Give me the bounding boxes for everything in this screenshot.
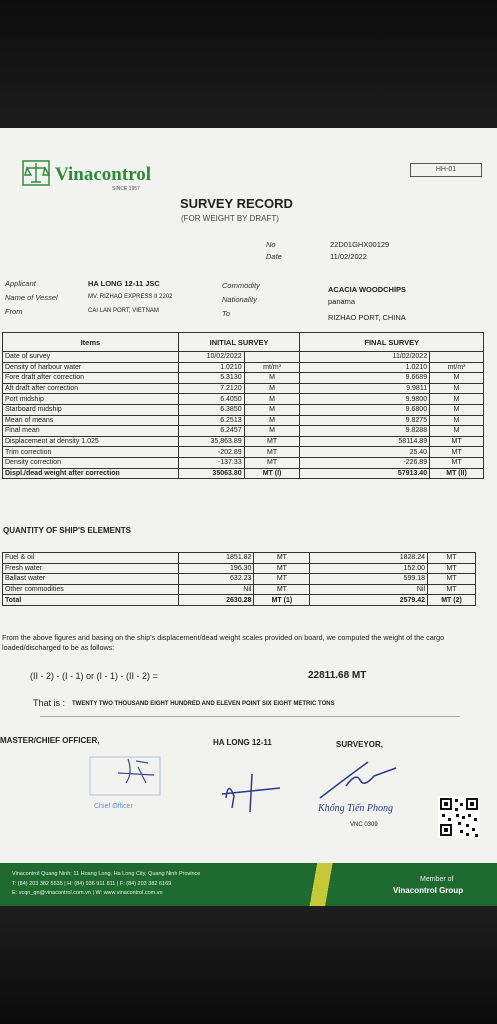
summary-paragraph: From the above figures and basing on the ship's displacement/dead weight scales provided on board, we computed the weight of the cargo loaded/discharged to be as follows:: [2, 633, 445, 652]
row-final-unit: MT (II): [430, 468, 484, 479]
row-initial-value: 6.4050: [178, 394, 244, 405]
row-final-unit: M: [430, 394, 484, 405]
survey-table-header: [3, 333, 484, 352]
footer-phones: T: (84) 203 382 5535 | H: (84) 936 911 811 | F: (84) 203 382 6169: [12, 881, 172, 887]
document-subtitle: (FOR WEIGHT BY DRAFT): [181, 214, 279, 223]
row-item-label: Other commodities: [3, 584, 179, 595]
row-item-label: Density of harbour water: [3, 362, 179, 373]
row-item-label: Fresh water: [3, 563, 179, 574]
survey-table: [2, 332, 484, 479]
to-label: To: [222, 309, 231, 318]
table-row: [3, 584, 476, 595]
row-final-unit: M: [430, 415, 484, 426]
table-row: [3, 373, 484, 384]
member-of-label: Member of: [420, 876, 454, 883]
row-final-unit: MT: [428, 584, 476, 595]
date-value: 11/02/2022: [330, 252, 367, 261]
table-row: [3, 394, 484, 405]
row-item-label: Fore draft after correction: [3, 373, 179, 384]
row-initial-unit: MT: [244, 436, 300, 447]
row-final-value: 9.6689: [300, 373, 430, 384]
row-initial-value: 5.3130: [178, 373, 244, 384]
row-item-label: Fuel & oil: [3, 553, 179, 564]
table-row: [3, 553, 476, 564]
row-initial-unit: M: [244, 426, 300, 437]
row-final-unit: MT: [430, 436, 484, 447]
row-final-value: 25.40: [300, 447, 430, 458]
officer-label: MASTER/CHIEF OFFICER,: [0, 736, 100, 745]
that-is-value: TWENTY TWO THOUSAND EIGHT HUNDRED AND ELEVEN POINT SIX EIGHT METRIC TONS: [72, 701, 335, 707]
row-item-label: Aft draft after correction: [3, 383, 179, 394]
col-header-items: Items: [3, 333, 179, 352]
row-final-unit: MT: [428, 563, 476, 574]
row-initial-unit: MT: [254, 584, 310, 595]
commodity-label: Commodity: [222, 281, 260, 290]
logo-text: Vinacontrol: [55, 164, 152, 185]
row-final-value: 9.9811: [300, 383, 430, 394]
company-label: HA LONG 12-11: [213, 738, 272, 747]
row-item-label: Date of survey: [3, 352, 179, 363]
row-initial-value: 6.2457: [178, 426, 244, 437]
applicant-label: Applicant: [5, 279, 36, 288]
row-final-value: Nil: [310, 584, 428, 595]
row-initial-value: 1.0210: [178, 362, 244, 373]
row-final-value: -226.89: [300, 457, 430, 468]
officer-stamp-signature: [88, 753, 178, 813]
logo-subtext: SINCE 1957: [112, 186, 140, 192]
row-initial-unit: MT: [244, 447, 300, 458]
row-final-unit: M: [430, 404, 484, 415]
vessel-value: MV. RIZHAO EXPRESS II 2202: [88, 294, 173, 300]
row-final-value: 152.00: [310, 563, 428, 574]
surveyor-name: Khổng Tiến Phong: [318, 803, 394, 814]
table-row: [3, 362, 484, 373]
row-initial-value: 6.2513: [178, 415, 244, 426]
col-header-initial: INITIAL SURVEY: [178, 333, 300, 352]
row-initial-unit: mt/m³: [244, 362, 300, 373]
ref-code-box: HH-01: [410, 163, 482, 177]
row-initial-unit: MT: [254, 563, 310, 574]
table-row: [3, 383, 484, 394]
row-initial-value: 6.3850: [178, 404, 244, 415]
table-row: [3, 436, 484, 447]
row-final-unit: M: [430, 426, 484, 437]
to-value: RIZHAO PORT, CHINA: [328, 313, 406, 322]
row-item-label: Final mean: [3, 426, 179, 437]
row-item-label: Displ./dead weight after correction: [3, 468, 179, 479]
col-header-final: FINAL SURVEY: [300, 333, 484, 352]
row-initial-value: -202.89: [178, 447, 244, 458]
row-initial-value: 10/02/2022: [178, 352, 244, 363]
table-row: [3, 352, 484, 363]
row-initial-value: -137.33: [178, 457, 244, 468]
background-top: [0, 0, 497, 130]
row-final-value: 57913.40: [300, 468, 430, 479]
row-initial-value: 7.2120: [178, 383, 244, 394]
row-item-label: Port midship: [3, 394, 179, 405]
row-final-value: 11/02/2022: [300, 352, 430, 363]
stamp-text: Chief Officer: [94, 803, 133, 810]
background-bottom: [0, 905, 497, 1024]
nationality-label: Nationality: [222, 295, 258, 304]
footer-address: Vinacontrol Quang Ninh: 11 Hoang Long, Ha Long City, Quang Ninh Province: [12, 871, 201, 877]
table-row: [3, 563, 476, 574]
table-row: [3, 457, 484, 468]
row-item-label: Total: [3, 595, 179, 606]
elements-table: [2, 552, 476, 606]
row-initial-value: 1851.82: [178, 553, 254, 564]
footer-contact: E: vcqn_qn@vinacontrol.com.vn | W: www.vinacontrol.com.vn: [12, 890, 163, 896]
row-initial-unit: M: [244, 373, 300, 384]
row-initial-value: 2630.28: [178, 595, 254, 606]
surveyor-signature: [316, 758, 406, 803]
no-label: No: [266, 240, 276, 249]
row-final-value: 2579.42: [310, 595, 428, 606]
member-group: Vinacontrol Group: [393, 886, 464, 895]
row-final-unit: MT: [430, 457, 484, 468]
table-row: [3, 595, 476, 606]
cargo-result: 22811.68 MT: [308, 670, 367, 681]
document-title: SURVEY RECORD: [180, 196, 293, 211]
surveyor-label: SURVEYOR,: [336, 740, 383, 749]
row-initial-value: 632.23: [178, 574, 254, 585]
row-initial-value: 35,863.89: [178, 436, 244, 447]
nationality-value: panama: [328, 297, 356, 306]
divider: [40, 716, 460, 717]
table-row: [3, 426, 484, 437]
row-initial-unit: MT: [244, 457, 300, 468]
from-value: CAI LAN PORT, VIETNAM: [88, 308, 159, 314]
from-label: From: [5, 307, 23, 316]
row-initial-unit: M: [244, 415, 300, 426]
row-final-value: 1828.24: [310, 553, 428, 564]
row-final-value: 599.18: [310, 574, 428, 585]
date-label: Date: [266, 252, 282, 261]
row-item-label: Displacement at density 1.025: [3, 436, 179, 447]
row-initial-unit: MT: [254, 553, 310, 564]
table-row: [3, 447, 484, 458]
no-value: 22D01GHX00129: [330, 240, 390, 249]
row-item-label: Mean of means: [3, 415, 179, 426]
row-final-unit: MT: [428, 574, 476, 585]
row-final-unit: [430, 352, 484, 363]
row-item-label: Starboard midship: [3, 404, 179, 415]
row-final-unit: MT: [430, 447, 484, 458]
commodity-value: ACACIA WOODCHIPS: [328, 285, 407, 294]
row-initial-unit: MT (1): [254, 595, 310, 606]
row-initial-value: 196.30: [178, 563, 254, 574]
cargo-formula: (II - 2) - (I - 1) or (I - 1) - (II - 2) =: [30, 671, 158, 681]
row-final-unit: mt/m³: [430, 362, 484, 373]
row-final-unit: MT: [428, 553, 476, 564]
row-initial-unit: M: [244, 404, 300, 415]
footer-stripe: [290, 863, 360, 906]
row-final-value: 9.9800: [300, 394, 430, 405]
row-item-label: Density correction: [3, 457, 179, 468]
row-initial-value: 35063.80: [178, 468, 244, 479]
qr-code-icon: [438, 796, 480, 838]
that-is-label: That is :: [33, 698, 66, 708]
applicant-value: HA LONG 12-11 JSC: [88, 279, 160, 288]
surveyor-code: VNC 0309: [350, 822, 378, 828]
row-initial-unit: [244, 352, 300, 363]
row-final-value: 9.6800: [300, 404, 430, 415]
table-row: [3, 574, 476, 585]
company-signature: [218, 768, 288, 813]
table-row: [3, 468, 484, 479]
row-item-label: Trim correction: [3, 447, 179, 458]
row-initial-value: Nil: [178, 584, 254, 595]
row-final-value: 1.0210: [300, 362, 430, 373]
row-final-unit: MT (2): [428, 595, 476, 606]
table-row: [3, 415, 484, 426]
survey-document: [0, 128, 497, 906]
row-initial-unit: M: [244, 383, 300, 394]
vessel-label: Name of Vessel: [5, 293, 58, 302]
row-final-value: 58114.89: [300, 436, 430, 447]
vinacontrol-logo-icon: [22, 160, 50, 186]
row-final-unit: M: [430, 373, 484, 384]
row-initial-unit: MT (I): [244, 468, 300, 479]
table-row: [3, 404, 484, 415]
row-initial-unit: MT: [254, 574, 310, 585]
row-final-value: 9.8288: [300, 426, 430, 437]
row-item-label: Ballast water: [3, 574, 179, 585]
elements-section-title: QUANTITY OF SHIP'S ELEMENTS: [3, 526, 131, 535]
row-final-value: 9.8275: [300, 415, 430, 426]
row-final-unit: M: [430, 383, 484, 394]
row-initial-unit: M: [244, 394, 300, 405]
